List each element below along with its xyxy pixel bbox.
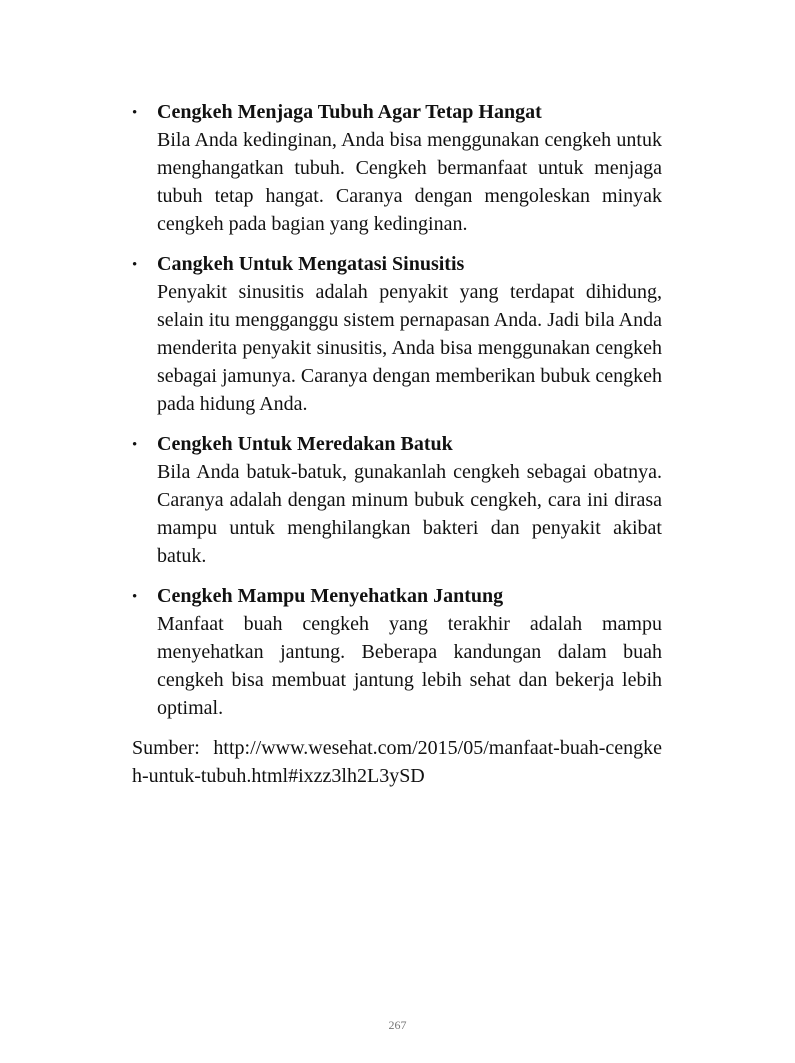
list-item <box>132 582 662 722</box>
list-item <box>132 98 662 238</box>
bullet-icon: • <box>132 257 138 273</box>
bullet-icon: • <box>132 105 138 121</box>
bullet-icon: • <box>132 589 138 605</box>
item-title: Cengkeh Untuk Meredakan Batuk <box>157 433 453 455</box>
item-title: Cengkeh Menjaga Tubuh Agar Tetap Hangat <box>157 101 542 123</box>
page-number: 267 <box>388 1018 407 1032</box>
list-item <box>132 250 662 418</box>
bullet-icon: • <box>132 437 138 453</box>
item-title: Cangkeh Untuk Mengatasi Sinusitis <box>157 253 465 275</box>
item-body: Bila Anda kedinginan, Anda bisa menggunakan cengkeh untuk menghangatkan tubuh. Cengkeh bermanfaat untuk menjaga tubuh tetap hangat. Caranya dengan mengoleskan minyak cengkeh pada bagian yang kedinginan. <box>157 129 662 235</box>
list-item <box>132 430 662 570</box>
source-citation: Sumber: http://www.wesehat.com/2015/05/manfaat-buah-cengkeh-untuk-tubuh.html#ixzz3lh2L3ySD <box>132 737 662 787</box>
item-body: Penyakit sinusitis adalah penyakit yang terdapat dihidung, selain itu mengganggu sistem pernapasan Anda. Jadi bila Anda menderita penyakit sinusitis, Anda bisa menggunakan cengkeh sebagai jamunya. Caranya dengan memberikan bubuk cengkeh pada hidung Anda. <box>157 281 662 415</box>
item-body: Bila Anda batuk-batuk, gunakanlah cengkeh sebagai obatnya. Caranya adalah dengan minum bubuk cengkeh, cara ini dirasa mampu untuk menghilangkan bakteri dan penyakit akibat batuk. <box>157 461 662 567</box>
page-content <box>132 98 662 790</box>
item-title: Cengkeh Mampu Menyehatkan Jantung <box>157 585 504 607</box>
benefit-list <box>132 98 662 722</box>
item-body: Manfaat buah cengkeh yang terakhir adalah mampu menyehatkan jantung. Beberapa kandungan dalam buah cengkeh bisa membuat jantung lebih sehat dan bekerja lebih optimal. <box>157 613 662 719</box>
